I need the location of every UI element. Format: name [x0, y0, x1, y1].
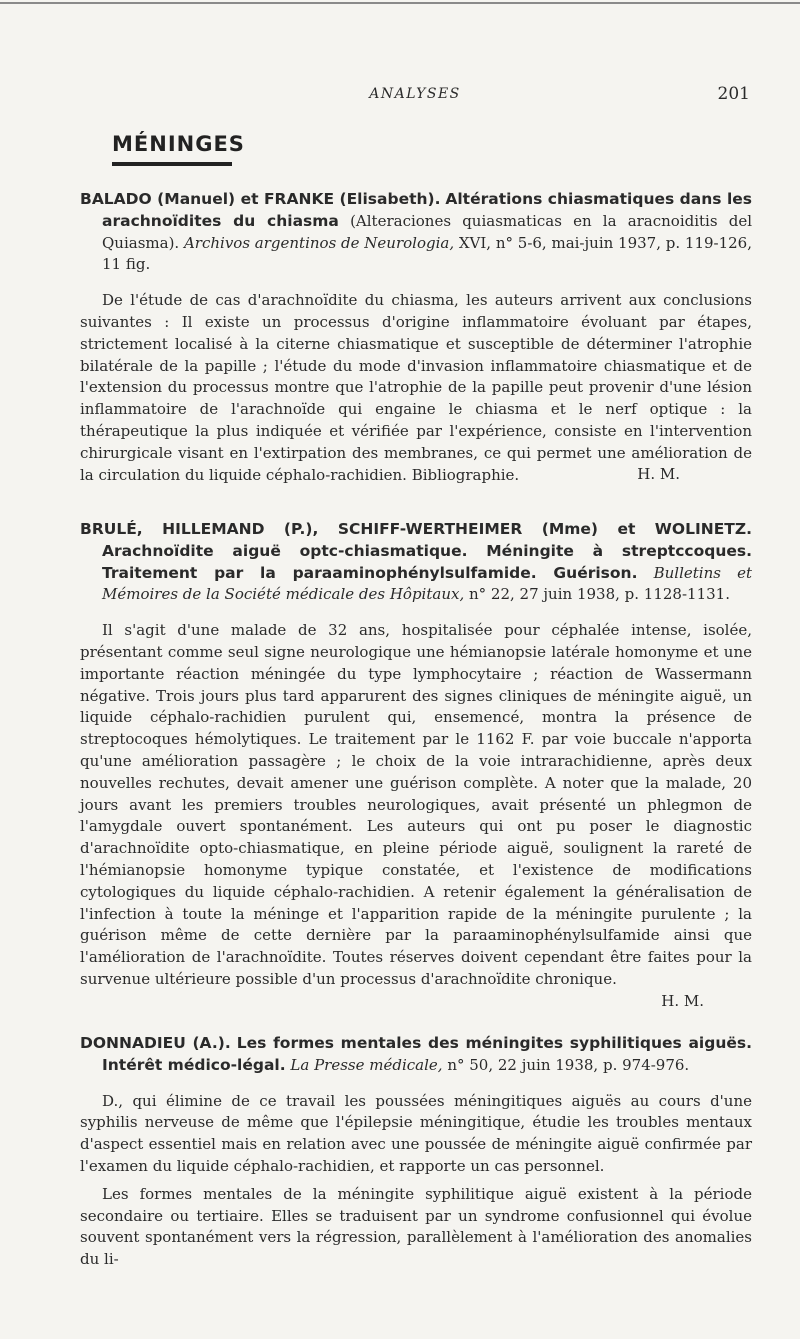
abstract-entry: [80, 1033, 752, 1271]
entry-heading: [80, 189, 752, 276]
entry-journal: Archivos argentinos de Neurologia,: [183, 233, 455, 252]
section-title: MÉNINGES: [112, 132, 245, 156]
entry-signature: H. M.: [661, 991, 704, 1010]
abstract-entry: [80, 189, 752, 486]
entry-heading: [80, 1033, 752, 1077]
entry-paragraph: De l'étude de cas d'arachnoïdite du chiasma, les auteurs arrivent aux conclusions suivantes : Il existe un processus d'origine inflammatoire évoluant par étapes, strictement localisé à la citerne chiasmatique et susceptible de déterminer l'atrophie bilatérale de la papille ; l'étude du mode d'invasion inflammatoire chiasmatique et de l'extension du processus montre que l'atrophie de la papille peut provenir d'une lésion inflammatoire de l'arachnoïde qui engaine le chiasma et le nerf optique : la thérapeutique la plus indiquée et vérifiée par l'expérience, consiste en l'intervention chirurgicale visant en l'extirpation des membranes, ce qui permet une amélioration de la circulation du liquide céphalo-rachidien. Bibliographie.: [80, 291, 752, 484]
running-header: [80, 84, 750, 108]
running-title: ANALYSES: [369, 86, 461, 102]
entry-citation: n° 22, 27 juin 1938, p. 1128-1131.: [469, 585, 730, 604]
entry-title: Arachnoïdite aiguë optc-chiasmatique. Méningite à streptccoques. Traitement par la paraaminophénylsulfamide. Guérison.: [102, 541, 752, 582]
entry-title: Altérations chiasmatiques dans les arachnoïdites du chiasma: [102, 190, 752, 230]
entry-heading: [80, 519, 752, 606]
entry-original-title: (Alteraciones quiasmaticas en la aracnoiditis del Quiasma).: [102, 211, 752, 252]
page-number: 201: [717, 84, 750, 104]
entry-authors: BALADO (Manuel) et FRANKE (Elisabeth).: [80, 190, 441, 208]
entry-title: Les formes mentales des méningites syphilitiques aiguës. Intérêt médico-légal.: [102, 1034, 752, 1074]
entry-signature: H. M.: [637, 465, 680, 484]
entry-authors: BRULÉ, HILLEMAND (P.), SCHIFF-WERTHEIMER (Mme) et WOLINETZ.: [80, 520, 752, 538]
entry-authors: DONNADIEU (A.).: [80, 1034, 231, 1052]
abstract-entry: [80, 519, 752, 1013]
entry-journal: La Presse médicale,: [290, 1055, 443, 1074]
entry-citation: n° 50, 22 juin 1938, p. 974-976.: [447, 1055, 690, 1074]
entry-paragraph: Il s'agit d'une malade de 32 ans, hospitalisée pour céphalée intense, isolée, présentant comme seul signe neurologique une hémianopsie latérale homonyme et une importante réaction méningée du type lymphocytaire ; réaction de Wassermann négative. Trois jours plus tard apparurent des signes cliniques de méningite aiguë, un liquide céphalo-rachidien purulent qui, ensemencé, montra la présence de streptocoques hémolytiques. Le traitement par le 1162 F. par voie buccale n'apporta qu'une amélioration passagère ; le choix de la voie intrarachidienne, après deux nouvelles rechutes, devait amener une guérison complète. A noter que la malade, 20 jours avant les premiers troubles neurologiques, avait présenté un phlegmon de l'amygdale ouvert spontanément. Les auteurs qui ont pu poser le diagnostic d'arachnoïdite opto-chiasmatique, en pleine période aiguë, soulignent la rareté de l'hémianopsie homonyme typique constatée, et l'existence de modifications cytologiques du liquide céphalo-rachidien. A retenir également la généralisation de l'infection à toute la méninge et l'apparition rapide de la méningite purulente ; la guérison même de cette dernière par la paraaminophénylsulfamide ainsi que l'amélioration de l'arachnoïdite. Toutes réserves doivent cependant être faites pour la survenue ultérieure possible d'un processus d'arachnoïdite chronique.: [80, 621, 752, 988]
section-underline: [112, 162, 232, 166]
entry-paragraph: D., qui élimine de ce travail les poussées méningitiques aiguës au cours d'une syphilis nerveuse de même que l'épilepsie méningitique, étudie les troubles mentaux d'aspect essentiel mais en relation avec une poussée de méningite aiguë confirmée par l'examen du liquide céphalo-rachidien, et rapporte un cas personnel.: [80, 1091, 752, 1175]
top-border-rule: [0, 2, 800, 4]
entry-paragraph: Les formes mentales de la méningite syphilitique aiguë existent à la période secondaire ou tertiaire. Elles se traduisent par un syndrome confusionnel qui évolue souvent spontanément vers la régression, parallèlement à l'amélioration des anomalies du li-: [80, 1184, 752, 1269]
entry-citation: XVI, n° 5-6, mai-juin 1937, p. 119-126, 11 fig.: [102, 233, 752, 274]
entry-journal: Bulletins et Mémoires de la Société médicale des Hôpitaux,: [102, 563, 752, 604]
